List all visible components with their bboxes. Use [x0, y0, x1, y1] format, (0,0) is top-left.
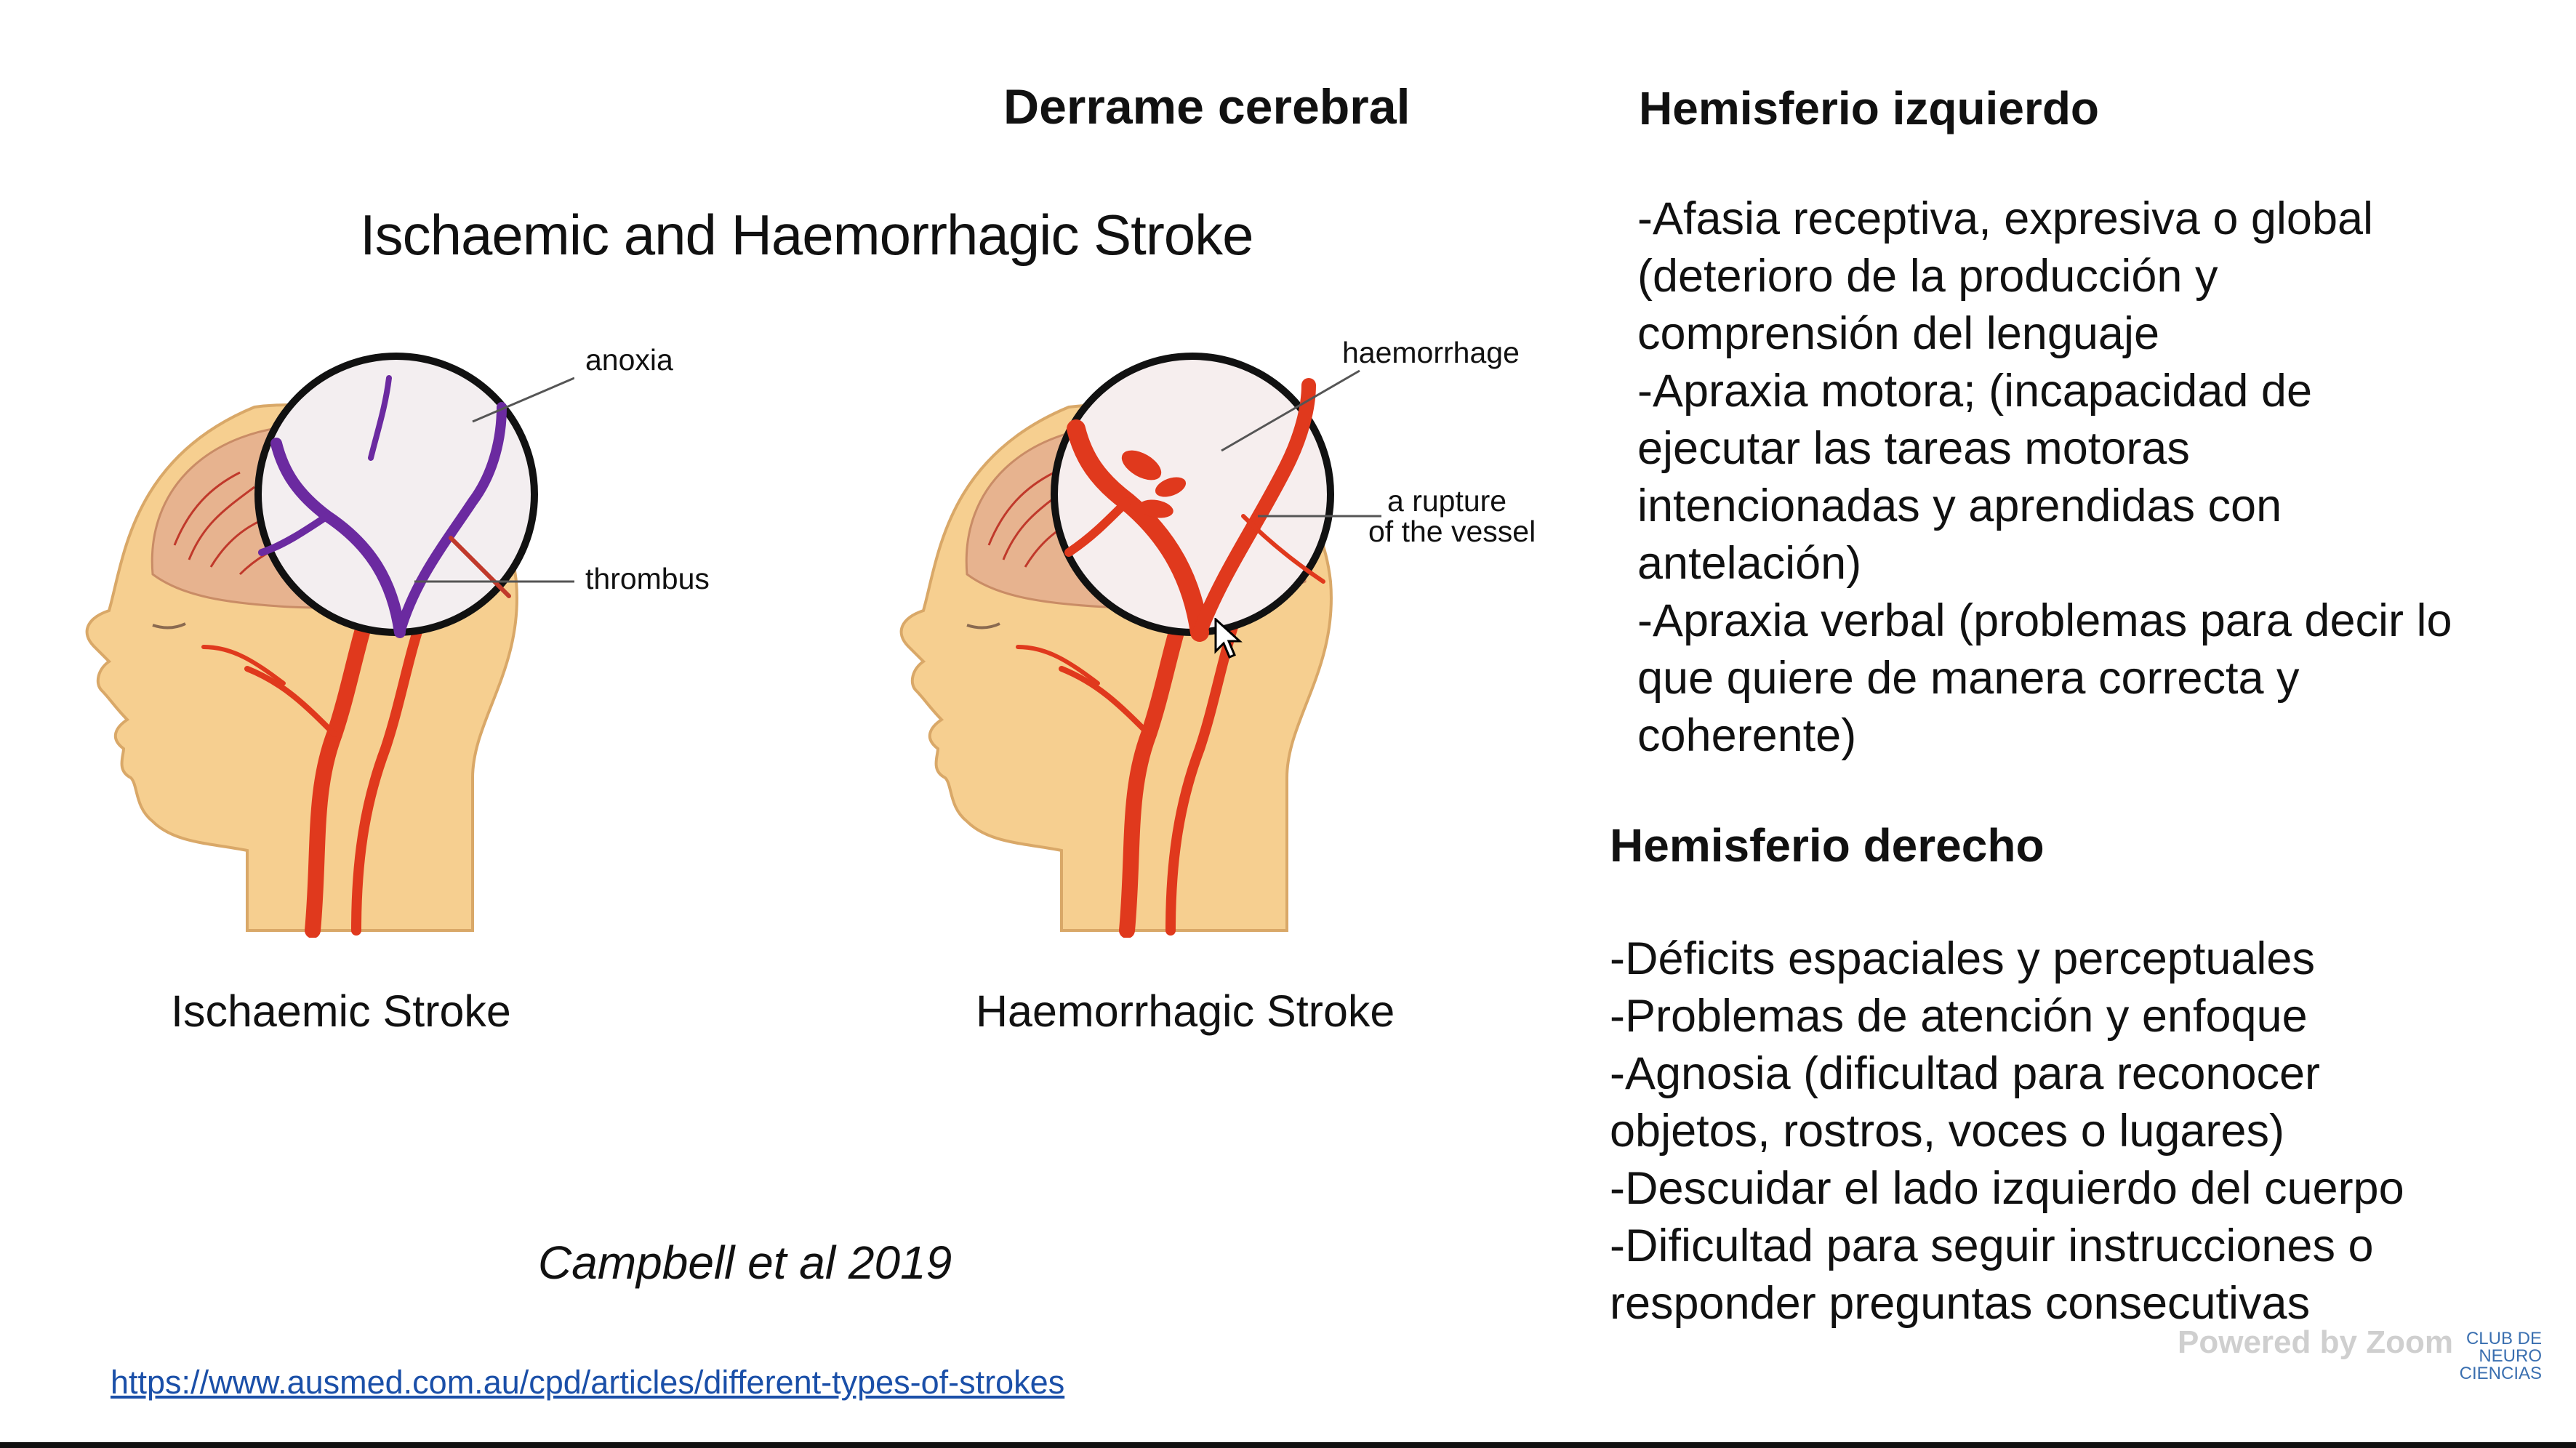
list-item: -Apraxia motora; (incapacidad de: [1637, 366, 2312, 417]
caption-haemorrhagic: Haemorrhagic Stroke: [976, 986, 1395, 1036]
label-thrombus: thrombus: [585, 562, 710, 595]
list-item: (deterioro de la producción y: [1637, 251, 2218, 302]
logo-line: CIENCIAS: [2459, 1364, 2542, 1383]
list-item: -Agnosia (dificultad para reconocer: [1610, 1048, 2321, 1099]
list-item: -Afasia receptiva, expresiva o global: [1637, 193, 2374, 244]
label-rupture-line1: a rupture: [1387, 484, 1507, 518]
list-item: -Problemas de atención y enfoque: [1610, 991, 2308, 1042]
right-hemisphere-list: [1610, 930, 2404, 1332]
citation: Campbell et al 2019: [538, 1236, 952, 1289]
slide-title: Derrame cerebral: [1003, 79, 1411, 134]
list-item: intencionadas y aprendidas con: [1637, 480, 2282, 531]
zoom-watermark: Powered by Zoom: [2178, 1324, 2453, 1360]
left-hemisphere-heading: Hemisferio izquierdo: [1639, 82, 2099, 134]
mouse-cursor-icon: [1214, 618, 1243, 659]
list-item: -Déficits espaciales y perceptuales: [1610, 933, 2315, 984]
list-item: coherente): [1637, 710, 1857, 761]
label-haemorrhage: haemorrhage: [1342, 336, 1520, 369]
source-link[interactable]: https://www.ausmed.com.au/cpd/articles/different-types-of-strokes: [111, 1364, 1065, 1401]
logo-line: NEURO: [2479, 1346, 2542, 1366]
label-anoxia: anoxia: [585, 343, 673, 377]
haemorrhagic-stroke-illustration: [880, 342, 1389, 938]
left-hemisphere-list: [1637, 190, 2452, 765]
list-item: ejecutar las tareas motoras: [1637, 423, 2190, 474]
label-rupture-line2: of the vessel: [1368, 515, 1536, 548]
right-hemisphere-heading: Hemisferio derecho: [1610, 819, 2045, 872]
list-item: responder preguntas consecutivas: [1610, 1278, 2311, 1329]
list-item: comprensión del lenguaje: [1637, 308, 2159, 359]
list-item: objetos, rostros, voces o lugares): [1610, 1106, 2284, 1157]
club-logo: [2456, 1330, 2542, 1383]
list-item: -Apraxia verbal (problemas para decir lo: [1637, 595, 2452, 646]
caption-ischaemic: Ischaemic Stroke: [171, 986, 511, 1036]
ischaemic-stroke-illustration: [65, 342, 574, 938]
figure-title: Ischaemic and Haemorrhagic Stroke: [360, 203, 1253, 267]
list-item: que quiere de manera correcta y: [1637, 653, 2300, 704]
bottom-border: [0, 1442, 2576, 1448]
list-item: antelación): [1637, 538, 1862, 589]
list-item: -Dificultad para seguir instrucciones o: [1610, 1220, 2374, 1271]
logo-line: CLUB DE: [2465, 1329, 2542, 1348]
list-item: -Descuidar el lado izquierdo del cuerpo: [1610, 1163, 2404, 1214]
